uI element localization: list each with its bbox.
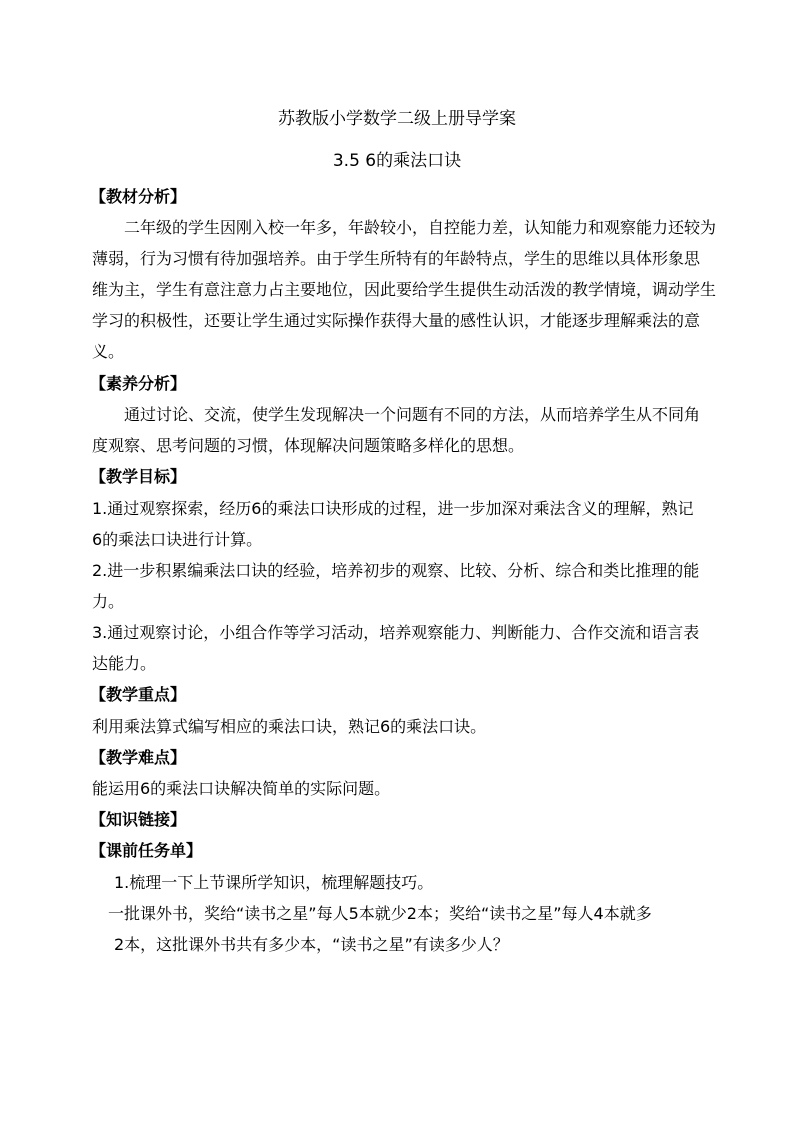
paragraph-line: 学习的积极性，还要让学生通过实际操作获得大量的感性认识，才能逐步理解乘法的意 xyxy=(92,311,701,330)
paragraph-line: 二年级的学生因刚入校一年多，年龄较小，自控能力差，认知能力和观察能力还较为 xyxy=(124,218,717,237)
paragraph-line: 6的乘法口诀进行计算。 xyxy=(92,530,263,549)
paragraph-line: 达能力。 xyxy=(92,654,157,673)
paragraph-line: 2本，这批课外书共有多少本，“读书之星”有读多少人？ xyxy=(114,935,509,954)
section-heading-teaching-goals: 【教学目标】 xyxy=(90,467,187,486)
paragraph-line: 1.通过观察探索，经历6的乘法口诀形成的过程，进一步加深对乘法含义的理解，熟记 xyxy=(92,499,694,518)
section-heading-knowledge-link: 【知识链接】 xyxy=(90,810,187,829)
paragraph-line: 义。 xyxy=(92,342,125,361)
paragraph-line: 薄弱，行为习惯有待加强培养。由于学生所特有的年龄特点，学生的思维以具体形象思 xyxy=(92,249,701,268)
paragraph-line: 利用乘法算式编写相应的乘法口诀，熟记6的乘法口诀。 xyxy=(92,717,487,736)
paragraph-line: 力。 xyxy=(92,592,125,611)
paragraph-line: 能运用6的乘法口诀解决简单的实际问题。 xyxy=(92,779,391,798)
document-subtitle: 3.5 6的乘法口诀 xyxy=(332,151,462,171)
paragraph-line: 度观察、思考问题的习惯，体现解决问题策略多样化的思想。 xyxy=(92,436,525,455)
paragraph-line: 一批课外书，奖给“读书之星”每人5本就少2本；奖给“读书之星”每人4本就多 xyxy=(108,904,652,923)
section-heading-literacy-analysis: 【素养分析】 xyxy=(90,374,187,393)
paragraph-line: 通过讨论、交流，使学生发现解决一个问题有不同的方法，从而培养学生从不同角 xyxy=(124,405,701,424)
paragraph-line: 2.进一步积累编乘法口诀的经验，培养初步的观察、比较、分析、综合和类比推理的能 xyxy=(92,561,700,580)
section-heading-key-points: 【教学重点】 xyxy=(90,685,187,704)
task-item: 1.梳理一下上节课所学知识，梳理解题技巧。 xyxy=(114,873,434,892)
paragraph-line: 维为主，学生有意注意力占主要地位，因此要给学生提供生动活泼的教学情境，调动学生 xyxy=(92,280,717,299)
section-heading-difficulties: 【教学难点】 xyxy=(90,748,187,767)
document-title: 苏教版小学数学二级上册导学案 xyxy=(278,109,516,129)
section-heading-pre-class-tasks: 【课前任务单】 xyxy=(90,841,203,860)
section-heading-textbook-analysis: 【教材分析】 xyxy=(90,187,187,206)
paragraph-line: 3.通过观察讨论，小组合作等学习活动，培养观察能力、判断能力、合作交流和语言表 xyxy=(92,623,700,642)
